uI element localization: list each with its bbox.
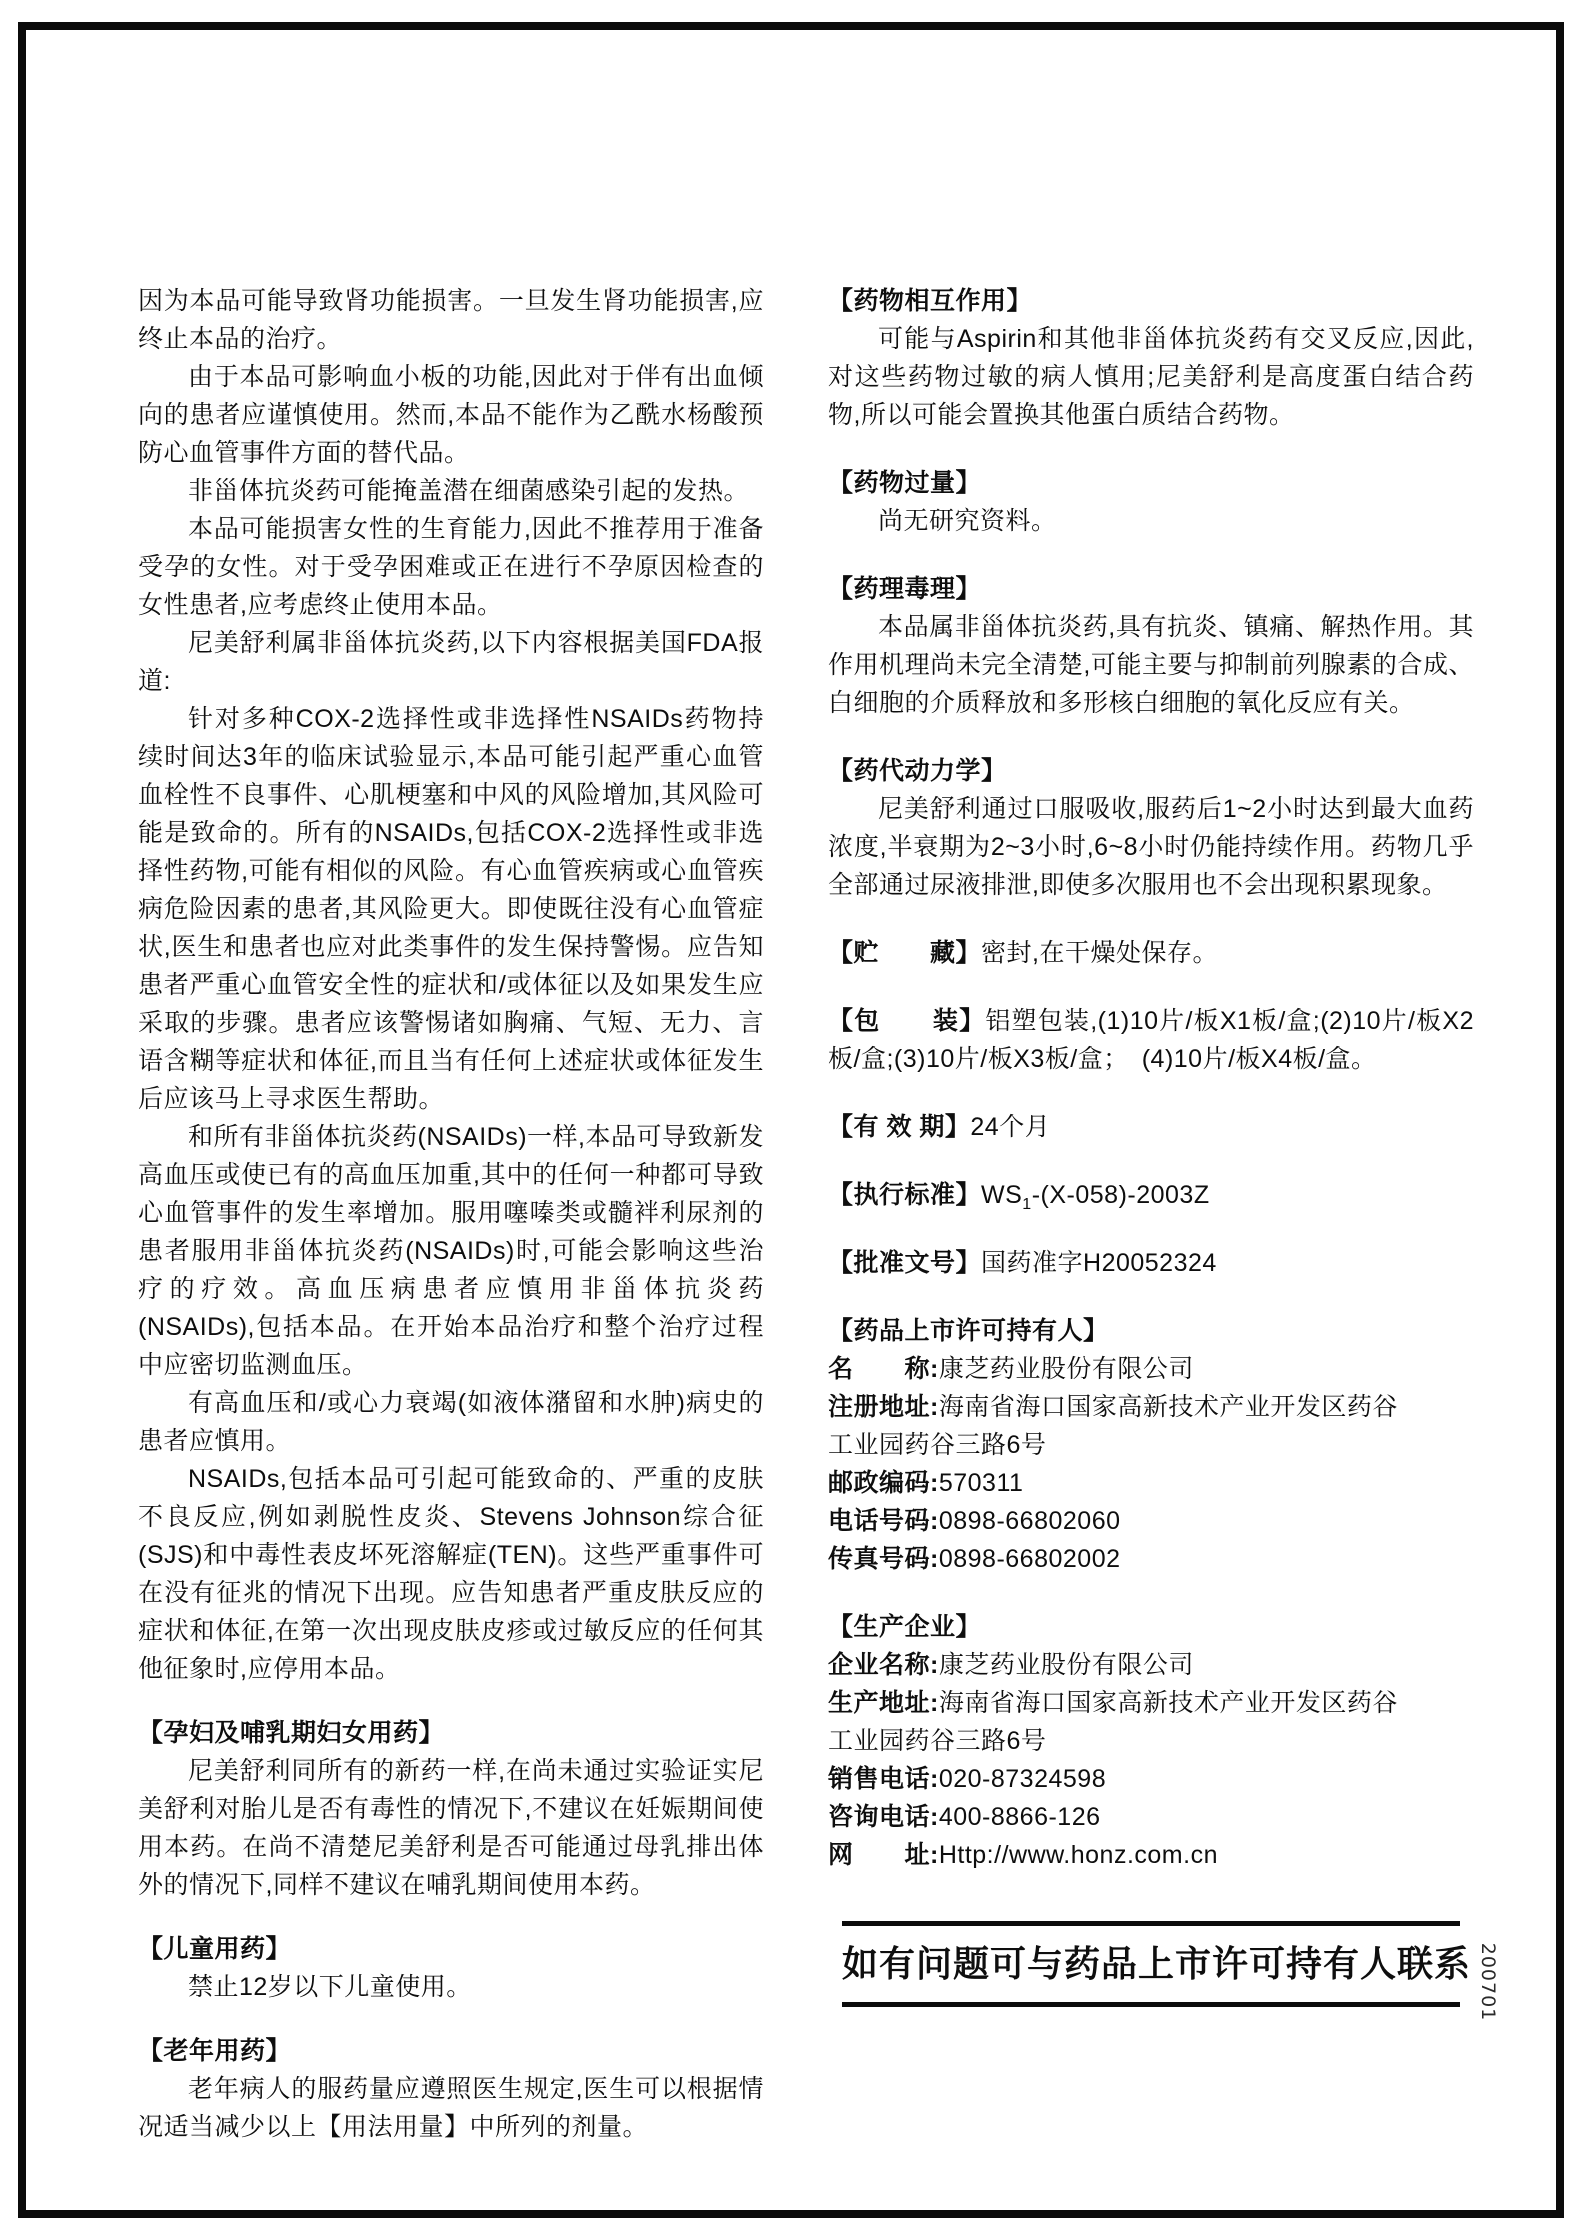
info-row (828, 1464, 1474, 1502)
row-value: 海南省海口国家高新技术产业开发区药谷 (938, 1393, 1398, 1421)
info-row (828, 1646, 1474, 1684)
section-heading: 【生产企业】 (828, 1613, 982, 1641)
entry-label: 【有 效 期】 (828, 1113, 971, 1141)
section-heading: 【药代动力学】 (828, 757, 1007, 785)
entry-label: 【批准文号】 (828, 1249, 982, 1277)
contact-banner: 如有问题可与药品上市许可持有人联系 (842, 1921, 1460, 2007)
row-label: 电话号码: (828, 1507, 939, 1535)
entry-label: 【贮 藏】 (828, 939, 982, 967)
paragraph: 有高血压和/或心力衰竭(如液体潴留和水肿)病史的患者应慎用。 (138, 1389, 764, 1455)
section-heading: 【药理毒理】 (828, 575, 982, 603)
section-heading-children: 【儿童用药】 (138, 1935, 292, 1963)
info-row (828, 1502, 1474, 1540)
row-value-continued: 工业园药谷三路6号 (828, 1431, 1047, 1459)
info-row (828, 1836, 1474, 1874)
entry-value: -(X-058)-2003Z (1031, 1181, 1210, 1209)
row-value: 康芝药业股份有限公司 (938, 1651, 1194, 1679)
section-heading-elderly: 【老年用药】 (138, 2037, 292, 2065)
row-value: 0898-66802002 (938, 1545, 1121, 1573)
section-pharmacology (828, 570, 1474, 722)
section-heading: 【药品上市许可持有人】 (828, 1317, 1109, 1345)
entry-value: 国药准字H20052324 (981, 1249, 1217, 1277)
right-column (828, 282, 1474, 1904)
row-label: 传真号码: (828, 1545, 939, 1573)
batch-code: 200701 (1477, 1942, 1499, 2022)
left-column (138, 282, 764, 2146)
row-label: 邮政编码: (828, 1469, 939, 1497)
row-label: 咨询电话: (828, 1803, 939, 1831)
row-value: 0898-66802060 (938, 1507, 1121, 1535)
row-value: 海南省海口国家高新技术产业开发区药谷 (938, 1689, 1398, 1717)
info-row (828, 1350, 1474, 1388)
row-value-continued: 工业园药谷三路6号 (828, 1727, 1047, 1755)
section-heading-pregnancy: 【孕妇及哺乳期妇女用药】 (138, 1719, 445, 1747)
entry-approval-number (828, 1244, 1474, 1282)
entry-storage (828, 934, 1474, 972)
paragraph: 针对多种COX-2选择性或非选择性NSAIDs药物持续时间达3年的临床试验显示,本品可能引起严重心血管血栓性不良事件、心肌梗塞和中风的风险增加,其风险可能是致命的。所有的NSAIDs,包括COX-2选择性或非选择性药物,可能有相似的风险。有心血管疾病或心血管疾病危险因素的患者,其风险更大。即使既往没有心血管症状,医生和患者也应对此类事件的发生保持警惕。应告知患者严重心血管安全性的症状和/或体征以及如果发生应采取的步骤。患者应该警惕诸如胸痛、气短、无力、言语含糊等症状和体征,而且当有任何上述症状或体征发生后应该马上寻求医生帮助。 (138, 705, 764, 1113)
paragraph: 尼美舒利同所有的新药一样,在尚未通过实验证实尼美舒利对胎儿是否有毒性的情况下,不建议在妊娠期间使用本药。在尚不清楚尼美舒利是否可能通过母乳排出体外的情况下,同样不建议在哺乳期间使用本药。 (138, 1757, 764, 1899)
row-value: 020-87324598 (938, 1765, 1107, 1793)
paragraph: NSAIDs,包括本品可引起可能致命的、严重的皮肤不良反应,例如剥脱性皮炎、Stevens Johnson综合征(SJS)和中毒性表皮坏死溶解症(TEN)。这些严重事件可在没有征兆的情况下出现。应告知患者严重皮肤反应的症状和体征,在第一次出现皮肤皮疹或过敏反应的任何其他征象时,应停用本品。 (138, 1465, 764, 1683)
section-license-holder (828, 1312, 1474, 1578)
section-heading: 【药物过量】 (828, 469, 982, 497)
paragraph: 禁止12岁以下儿童使用。 (188, 1973, 472, 2001)
row-value: 400-8866-126 (938, 1803, 1101, 1831)
row-label: 注册地址: (828, 1393, 939, 1421)
entry-validity (828, 1108, 1474, 1146)
row-label: 名 称: (828, 1355, 939, 1383)
paragraph: 尼美舒利通过口服吸收,服药后1~2小时达到最大血药浓度,半衰期为2~3小时,6~8小时仍能持续作用。药物几乎全部通过尿液排泄,即使多次服用也不会出现积累现象。 (828, 795, 1474, 899)
info-row (828, 1684, 1474, 1760)
section-overdose (828, 464, 1474, 540)
info-row (828, 1760, 1474, 1798)
paragraph: 尚无研究资料。 (878, 507, 1057, 535)
row-label: 销售电话: (828, 1765, 939, 1793)
paragraph: 因为本品可能导致肾功能损害。一旦发生肾功能损害,应终止本品的治疗。 (138, 287, 764, 353)
entry-value: 密封,在干燥处保存。 (981, 939, 1218, 967)
entry-label: 【执行标准】 (828, 1181, 982, 1209)
row-value: 570311 (938, 1469, 1024, 1497)
paragraph: 和所有非甾体抗炎药(NSAIDs)一样,本品可导致新发高血压或使已有的高血压加重,其中的任何一种都可导致心血管事件的发生率增加。服用噻嗪类或髓袢利尿剂的患者服用非甾体抗炎药(NSAIDs)时,可能会影响这些治疗的疗效。高血压病患者应慎用非甾体抗炎药(NSAIDs),包括本品。在开始本品治疗和整个治疗过程中应密切监测血压。 (138, 1123, 765, 1379)
paragraph: 可能与Aspirin和其他非甾体抗炎药有交叉反应,因此,对这些药物过敏的病人慎用;尼美舒利是高度蛋白结合药物,所以可能会置换其他蛋白质结合药物。 (828, 325, 1474, 429)
entry-label: 【包 装】 (828, 1007, 986, 1035)
paragraph: 尼美舒利属非甾体抗炎药,以下内容根据美国FDA报道: (138, 629, 764, 695)
row-value: Http://www.honz.com.cn (938, 1841, 1218, 1869)
entry-exec-standard (828, 1176, 1474, 1214)
row-label: 企业名称: (828, 1651, 939, 1679)
paragraph: 本品属非甾体抗炎药,具有抗炎、镇痛、解热作用。其作用机理尚未完全清楚,可能主要与抑制前列腺素的合成、白细胞的介质释放和多形核白细胞的氧化反应有关。 (828, 613, 1474, 717)
info-row (828, 1540, 1474, 1578)
subscript: 1 (1022, 1196, 1032, 1213)
entry-value: 铝塑包装,(1)10片/板X1板/盒;(2)10片/板X2板/盒;(3)10片/板X3板/盒； (4)10片/板X4板/盒。 (828, 1007, 1474, 1073)
section-manufacturer (828, 1608, 1474, 1874)
entry-value: WS (981, 1181, 1023, 1209)
paragraph: 非甾体抗炎药可能掩盖潜在细菌感染引起的发热。 (188, 477, 750, 505)
section-heading: 【药物相互作用】 (828, 287, 1033, 315)
entry-value: 24个月 (970, 1113, 1051, 1141)
section-pharmacokinetics (828, 752, 1474, 904)
paragraph: 由于本品可影响血小板的功能,因此对于伴有出血倾向的患者应谨慎使用。然而,本品不能作为乙酰水杨酸预防心血管事件方面的替代品。 (138, 363, 764, 467)
row-label: 网 址: (828, 1841, 939, 1869)
info-row (828, 1798, 1474, 1836)
row-value: 康芝药业股份有限公司 (938, 1355, 1194, 1383)
section-drug-interactions (828, 282, 1474, 434)
paragraph: 老年病人的服药量应遵照医生规定,医生可以根据情况适当减少以上【用法用量】中所列的剂量。 (138, 2075, 764, 2141)
entry-package (828, 1002, 1474, 1078)
info-row (828, 1388, 1474, 1464)
paragraph: 本品可能损害女性的生育能力,因此不推荐用于准备受孕的女性。对于受孕困难或正在进行不孕原因检查的女性患者,应考虑终止使用本品。 (138, 515, 764, 619)
row-label: 生产地址: (828, 1689, 939, 1717)
